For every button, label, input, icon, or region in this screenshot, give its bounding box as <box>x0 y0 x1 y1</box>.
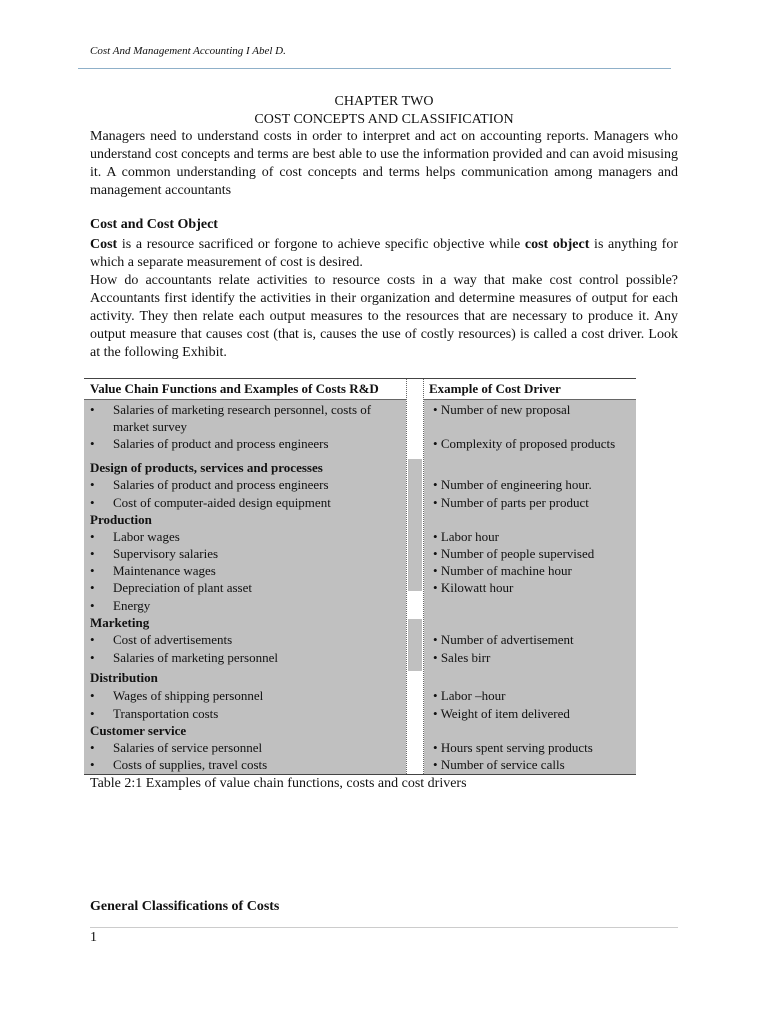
cost-item: Energy <box>113 598 151 613</box>
cost-driver-text: Number of machine hour <box>440 563 572 578</box>
section-heading: Cost and Cost Object <box>90 217 218 232</box>
cost-item: Transportation costs <box>113 706 219 721</box>
cost-item: Cost of computer-aided design equipment <box>113 495 331 510</box>
cost-driver-item <box>433 739 593 756</box>
bullet-icon: • <box>90 598 95 613</box>
cost-driver-item <box>433 756 565 773</box>
table-category: Production <box>90 512 152 527</box>
bullet-icon: • <box>433 546 438 561</box>
chapter-heading <box>90 93 678 129</box>
footer-rule <box>90 927 678 928</box>
bullet-icon: • <box>433 706 438 721</box>
bullet-icon: • <box>433 436 438 451</box>
table-header-right: Example of Cost Driver <box>429 381 561 396</box>
cost-driver-text: Number of people supervised <box>440 546 595 561</box>
cost-item: Maintenance wages <box>113 563 216 578</box>
value-chain-table <box>84 378 636 775</box>
bullet-icon: • <box>433 563 438 578</box>
cost-driver-text: Hours spent serving products <box>440 740 593 755</box>
cost-driver-item <box>433 579 513 596</box>
cost-driver-text: Weight of item delivered <box>440 706 570 721</box>
bullet-icon: • <box>433 688 438 703</box>
running-header: Cost And Management Accounting I Abel D. <box>90 45 286 57</box>
bullet-icon: • <box>90 495 95 510</box>
bullet-icon: • <box>90 740 95 755</box>
cost-driver-text: Labor –hour <box>440 688 506 703</box>
cost-driver-text: Number of advertisement <box>440 632 574 647</box>
bullet-icon: • <box>90 477 95 492</box>
cost-item: Salaries of product and process engineers <box>113 477 329 492</box>
chapter-title: COST CONCEPTS AND CLASSIFICATION <box>254 112 514 127</box>
cost-item: Costs of supplies, travel costs <box>113 757 268 772</box>
cost-driver-text: Labor hour <box>440 529 499 544</box>
cost-driver-text: Sales birr <box>440 650 491 665</box>
definition-part-2: is anything for which a separate measurement of cost is desired. <box>90 237 678 270</box>
general-classifications-heading: General Classifications of Costs <box>90 899 280 914</box>
definition-paragraph <box>90 236 678 272</box>
bullet-icon: • <box>433 740 438 755</box>
table-divider-column <box>406 379 424 774</box>
page-number: 1 <box>90 930 97 945</box>
cost-item: Wages of shipping personnel <box>113 688 264 703</box>
bullet-icon: • <box>90 546 95 561</box>
table-caption: Table 2:1 Examples of value chain functions, costs and cost drivers <box>90 776 467 791</box>
cost-driver-text: Number of service calls <box>440 757 565 772</box>
cost-driver-item <box>433 401 570 418</box>
header-rule <box>78 68 671 69</box>
cost-item: Labor wages <box>113 529 180 544</box>
bullet-icon: • <box>433 580 438 595</box>
bullet-icon: • <box>90 706 95 721</box>
cost-item: Salaries of product and process engineers <box>113 436 329 451</box>
cost-driver-text: Complexity of proposed products <box>440 436 616 451</box>
bullet-icon: • <box>433 477 438 492</box>
bullet-icon: • <box>90 402 95 417</box>
cost-item: Salaries of marketing personnel <box>113 650 278 665</box>
cost-driver-item <box>433 476 592 493</box>
intro-paragraph: Managers need to understand costs in order to interpret and act on accounting reports. Managers who understand cost concepts and terms are best able to use the information provided and can avoid misusing it. A common understanding of cost concepts and terms helps communication among managers and management accountants <box>90 129 678 198</box>
cost-driver-paragraph: How do accountants relate activities to resource costs in a way that make cost control possible? Accountants first identify the activities in their organization and determine measures of output for each activity. They then relate each output measures to the resources that are necessary to produce it. Any output measure that causes cost (that is, causes the use of costly resources) is called a cost driver. Look at the following Exhibit. <box>90 273 678 360</box>
cost-item: Depreciation of plant asset <box>113 580 252 595</box>
cost-item: Cost of advertisements <box>113 632 233 647</box>
cost-driver-item <box>433 705 570 722</box>
cost-item-continued: market survey <box>113 419 188 434</box>
cost-item: Salaries of service personnel <box>113 740 263 755</box>
cost-driver-item <box>433 562 572 579</box>
bullet-icon: • <box>433 402 438 417</box>
bullet-icon: • <box>433 650 438 665</box>
term-cost: Cost <box>90 237 118 252</box>
bullet-icon: • <box>90 632 95 647</box>
bullet-icon: • <box>90 436 95 451</box>
cost-item: Salaries of marketing research personnel, costs of <box>113 402 372 417</box>
cost-driver-item <box>433 528 499 545</box>
bullet-icon: • <box>433 495 438 510</box>
definition-part-1: is a resource sacrificed or forgone to achieve specific objective while <box>117 237 525 252</box>
bullet-icon: • <box>433 757 438 772</box>
cost-driver-text: Number of engineering hour. <box>440 477 592 492</box>
bullet-icon: • <box>433 529 438 544</box>
table-header-left: Value Chain Functions and Examples of Costs R&D <box>90 381 379 396</box>
cost-item: Supervisory salaries <box>113 546 219 561</box>
bullet-icon: • <box>90 580 95 595</box>
term-cost-object: cost object <box>524 237 590 252</box>
bullet-icon: • <box>90 529 95 544</box>
bullet-icon: • <box>90 757 95 772</box>
table-category: Design of products, services and processes <box>90 460 323 475</box>
bullet-icon: • <box>90 650 95 665</box>
cost-driver-text: Number of new proposal <box>440 402 571 417</box>
table-category: Marketing <box>90 615 150 630</box>
divider-shade <box>408 619 422 671</box>
cost-driver-item <box>433 435 615 452</box>
table-category: Customer service <box>90 723 187 738</box>
cost-driver-item <box>433 494 589 511</box>
cost-driver-text: Number of parts per product <box>440 495 589 510</box>
cost-driver-item <box>433 545 594 562</box>
cost-driver-text: Kilowatt hour <box>440 580 514 595</box>
table-header <box>84 379 636 400</box>
bullet-icon: • <box>90 688 95 703</box>
divider-shade <box>408 459 422 591</box>
bullet-icon: • <box>90 563 95 578</box>
table-category: Distribution <box>90 670 158 685</box>
chapter-number: CHAPTER TWO <box>334 94 434 109</box>
cost-driver-item <box>433 649 490 666</box>
cost-driver-item <box>433 687 505 704</box>
bullet-icon: • <box>433 632 438 647</box>
cost-driver-item <box>433 631 574 648</box>
